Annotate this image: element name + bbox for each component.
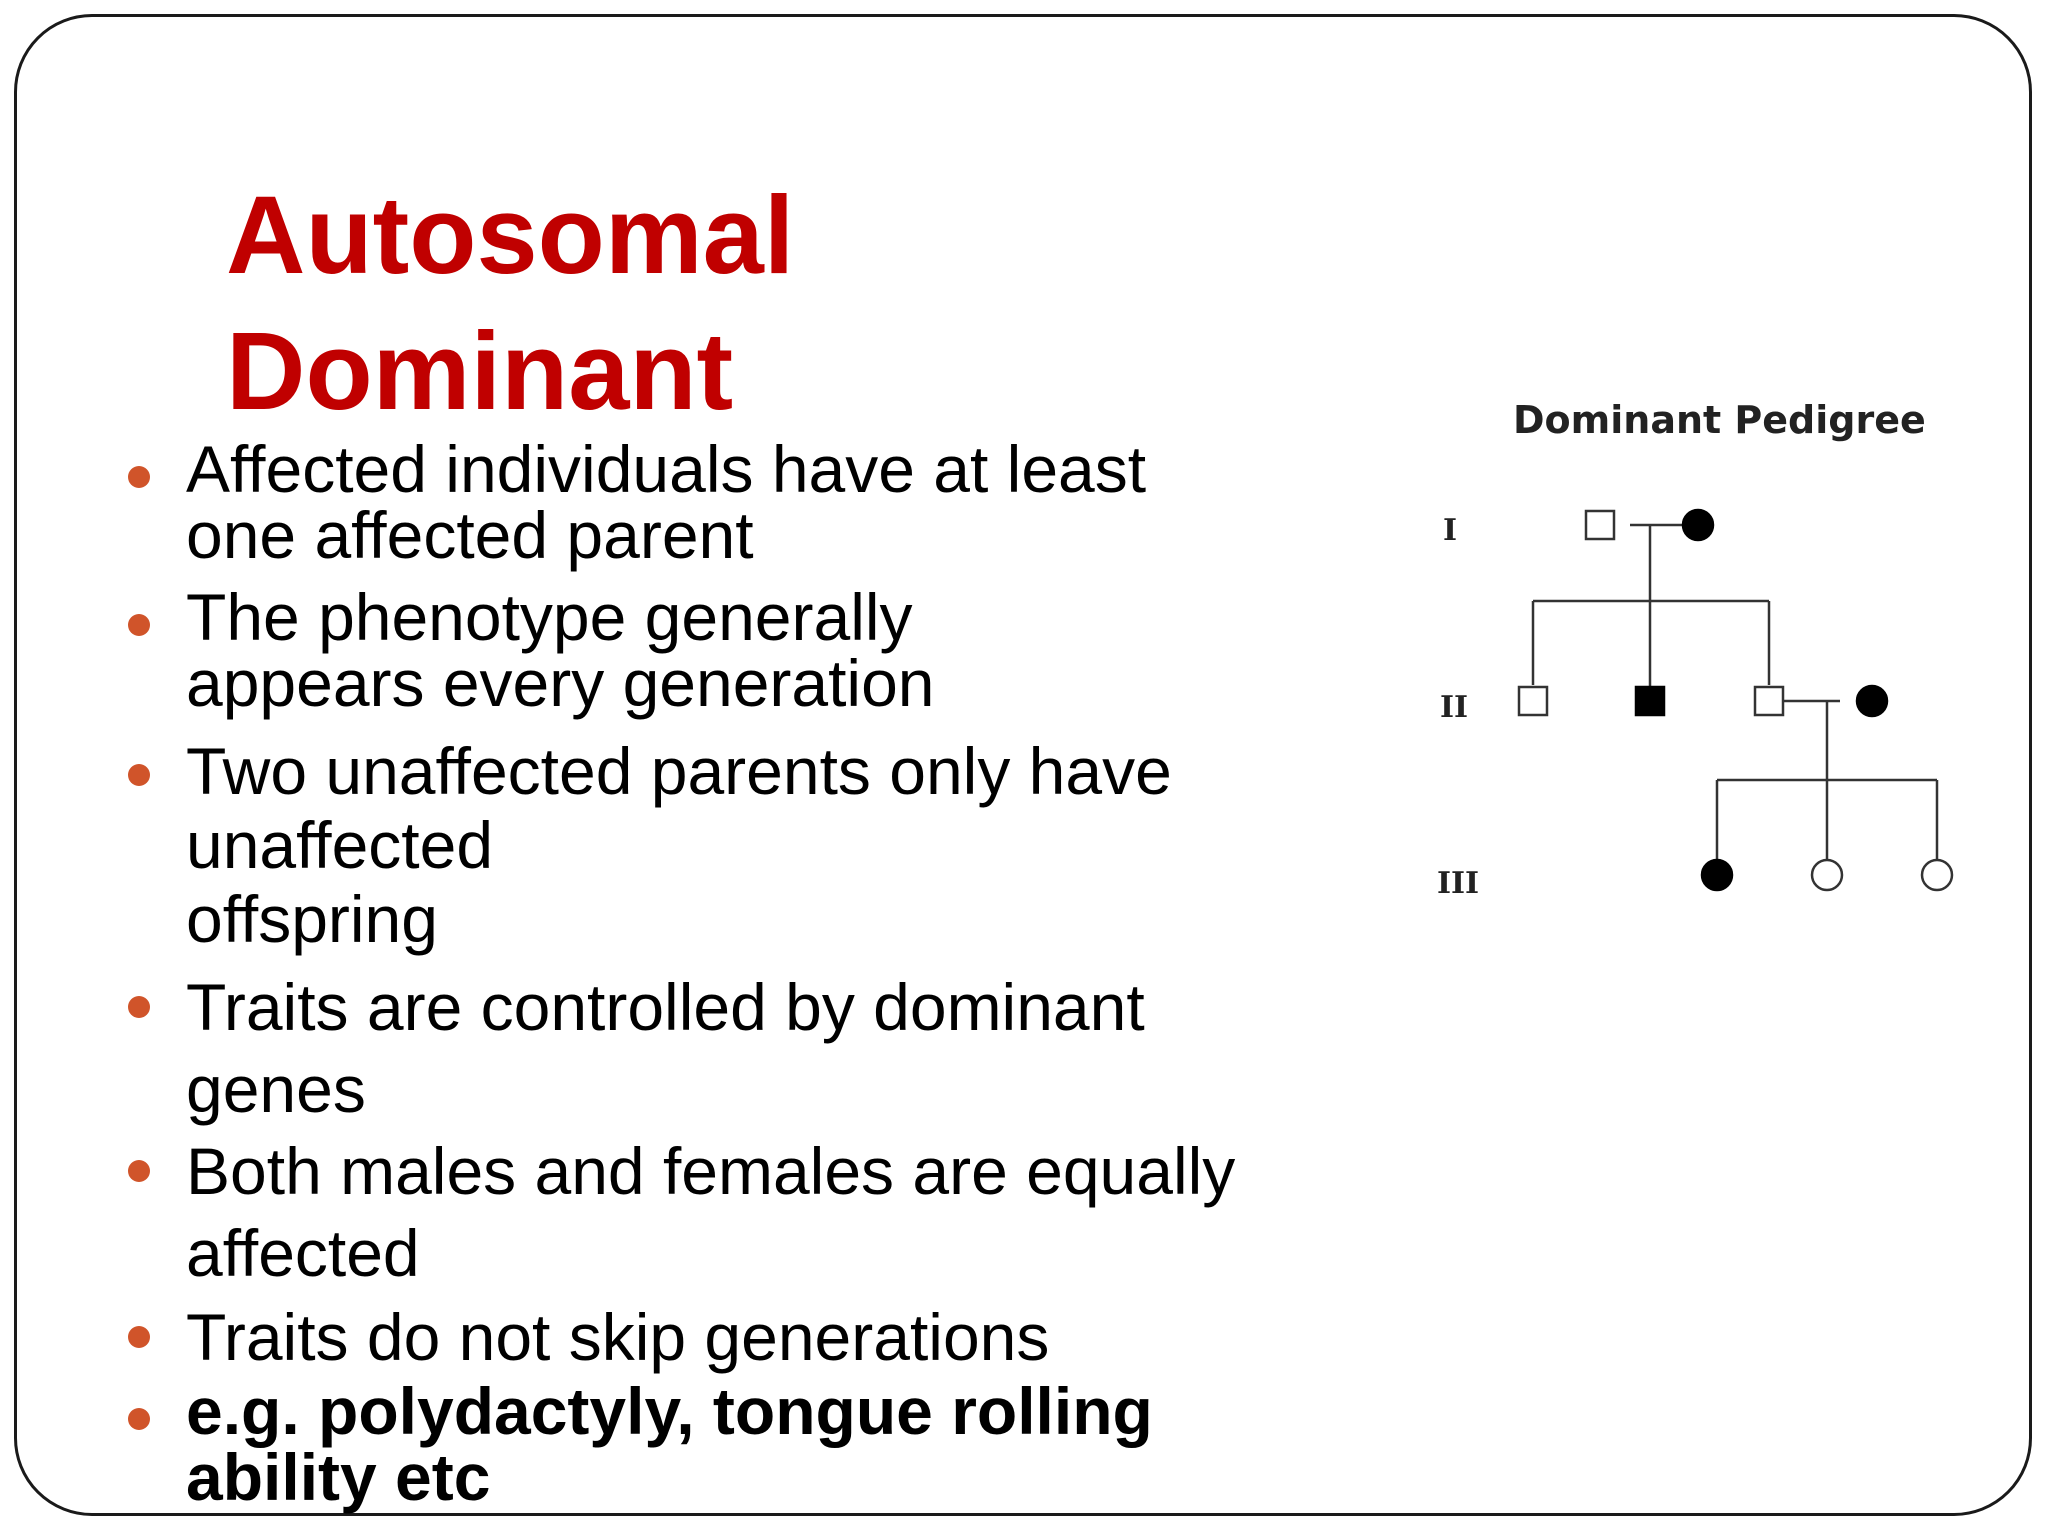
bullet-dot-icon [128, 614, 150, 636]
unaffected-female-symbol [1812, 860, 1842, 890]
generation-label-i: I [1442, 513, 1458, 548]
bullet-dot-icon [128, 996, 150, 1018]
bullet-item [120, 1130, 1350, 1294]
bullet-dot-icon [128, 1326, 150, 1348]
affected-female-symbol [1683, 510, 1713, 540]
bullet-item [120, 1374, 1350, 1514]
unaffected-male-symbol [1586, 511, 1614, 539]
generation-label-ii: II [1439, 690, 1469, 725]
bullet-dot-icon [128, 1160, 150, 1182]
bullet-dot-icon [128, 764, 150, 786]
bullet-list [120, 432, 1350, 1514]
bullet-text: Affected individuals have at least one affected parent [186, 432, 1147, 572]
bullet-dot-icon [128, 1408, 150, 1430]
affected-male-symbol [1636, 687, 1664, 715]
bullet-text: Two unaffected parents only have unaffected offspring [186, 734, 1172, 956]
bullet-text: Traits do not skip generations [186, 1300, 1050, 1374]
unaffected-male-symbol [1519, 687, 1547, 715]
slide-title [226, 168, 794, 440]
unaffected-female-symbol [1922, 860, 1952, 890]
bullet-dot-icon [128, 466, 150, 488]
pedigree-title: Dominant Pedigree [1513, 398, 1926, 442]
title-line-2: Dominant [226, 310, 734, 433]
affected-female-symbol [1857, 686, 1887, 716]
bullet-text: Both males and females are equally affected [186, 1134, 1236, 1290]
generation-label-iii: III [1436, 866, 1480, 901]
title-line-1: Autosomal [226, 174, 795, 297]
bullet-text: The phenotype generally appears every generation [186, 580, 935, 720]
bullet-item [120, 432, 1350, 572]
bullet-text: Traits are controlled by dominant genes [186, 970, 1145, 1126]
pedigree-diagram [1430, 395, 2000, 935]
affected-female-symbol [1702, 860, 1732, 890]
bullet-item [120, 734, 1350, 956]
bullet-item [120, 580, 1350, 720]
bullet-item [120, 1296, 1350, 1378]
bullet-text: e.g. polydactyly, tongue rolling ability etc [186, 1374, 1153, 1514]
unaffected-male-symbol [1755, 687, 1783, 715]
bullet-item [120, 966, 1350, 1130]
